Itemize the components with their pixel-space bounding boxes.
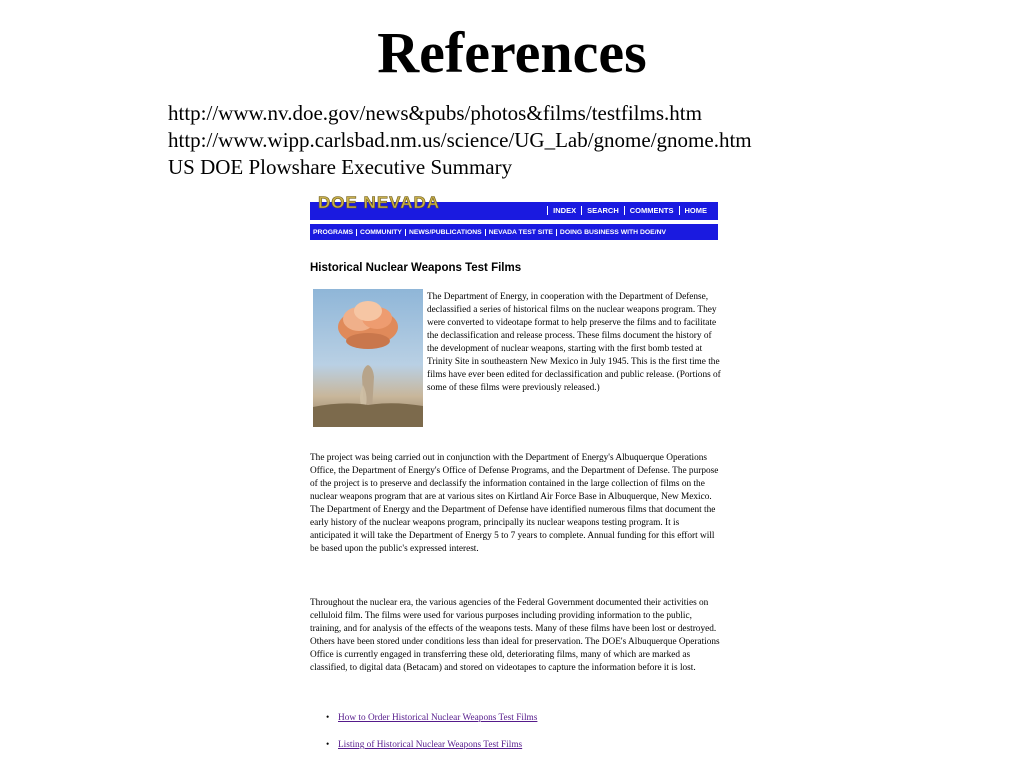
film-links	[326, 712, 537, 766]
mushroom-cloud-photo	[313, 289, 423, 427]
bullet-icon: •	[326, 713, 330, 723]
nav-home[interactable]: HOME	[679, 206, 713, 215]
film-listing-link[interactable]: Listing of Historical Nuclear Weapons Test Films	[338, 740, 523, 750]
utility-nav	[547, 206, 712, 215]
slide-title: References	[377, 20, 647, 85]
reference-item: http://www.nv.doe.gov/news&pubs/photos&films/testfilms.htm	[168, 101, 702, 125]
nav-programs[interactable]: PROGRAMS	[310, 229, 357, 236]
doe-nevada-logo[interactable]: DOE NEVADA	[318, 193, 441, 212]
site-header	[310, 192, 718, 220]
nav-community[interactable]: COMMUNITY	[357, 229, 406, 236]
webpage-screenshot	[308, 190, 724, 768]
order-films-link[interactable]: How to Order Historical Nuclear Weapons Test Films	[338, 713, 538, 723]
mushroom-cloud-image	[313, 289, 423, 427]
nav-doing-business[interactable]: DOING BUSINESS WITH DOE/NV	[559, 228, 667, 236]
list-item	[326, 739, 537, 752]
intro-paragraph: The Department of Energy, in cooperation with the Department of Defense, declassified a series of historical films on the nuclear weapons program. They were converted to videotape format to help preserve the films and to facilitate the declassification and release process. These films document the history of the development of nuclear weapons, starting with the first bomb tested at Trinity Site in southeastern New Mexico in July 1945. This is the first time the films have ever been edited for declassification and public release. (Portions of some of these films were previously released.)	[427, 292, 721, 393]
reference-item: US DOE Plowshare Executive Summary	[168, 155, 513, 179]
page-heading: Historical Nuclear Weapons Test Films	[310, 262, 522, 274]
history-paragraph: Throughout the nuclear era, the various agencies of the Federal Government documented their activities on celluloid film. The films were used for various purposes including providing information to the public, training, and for analysis of the effects of the weapons tests. Many of these films have been lost or destroyed. Others have been stored under conditions less than ideal for preservation. The DOE's Albuquerque Operations Office is currently engaged in transferring these old, deteriorating films, many of which are marked as classified, to digital data (Betacam) and stored on videotapes to capture the information before it is lost.	[310, 598, 720, 673]
nav-news-publications[interactable]: NEWS/PUBLICATIONS	[406, 229, 486, 236]
list-item	[326, 712, 537, 725]
nav-comments[interactable]: COMMENTS	[624, 206, 679, 215]
nav-nevada-test-site[interactable]: NEVADA TEST SITE	[486, 229, 557, 236]
main-nav	[310, 224, 718, 240]
nav-index[interactable]: INDEX	[547, 206, 581, 215]
reference-list	[168, 100, 752, 181]
nav-search[interactable]: SEARCH	[581, 206, 624, 215]
reference-item: http://www.wipp.carlsbad.nm.us/science/UG_Lab/gnome/gnome.htm	[168, 128, 752, 152]
project-paragraph: The project was being carried out in conjunction with the Department of Energy's Albuquerque Operations Office, the Department of Energy's Office of Defense Programs, and the Department of Defense. The purpose of the project is to preserve and declassify the information contained in the large collection of films on the nuclear weapons program that are at various sites on Kirtland Air Force Base in Albuquerque, New Mexico. The Department of Energy and the Department of Defense have identified numerous films that document the early history of the nuclear weapons program, principally its nuclear weapons testing program. It is anticipated it will take the Department of Energy 5 to 7 years to complete. Annual funding for this effort will be based upon the public's expressed interest.	[310, 453, 719, 554]
bullet-icon: •	[326, 740, 330, 750]
